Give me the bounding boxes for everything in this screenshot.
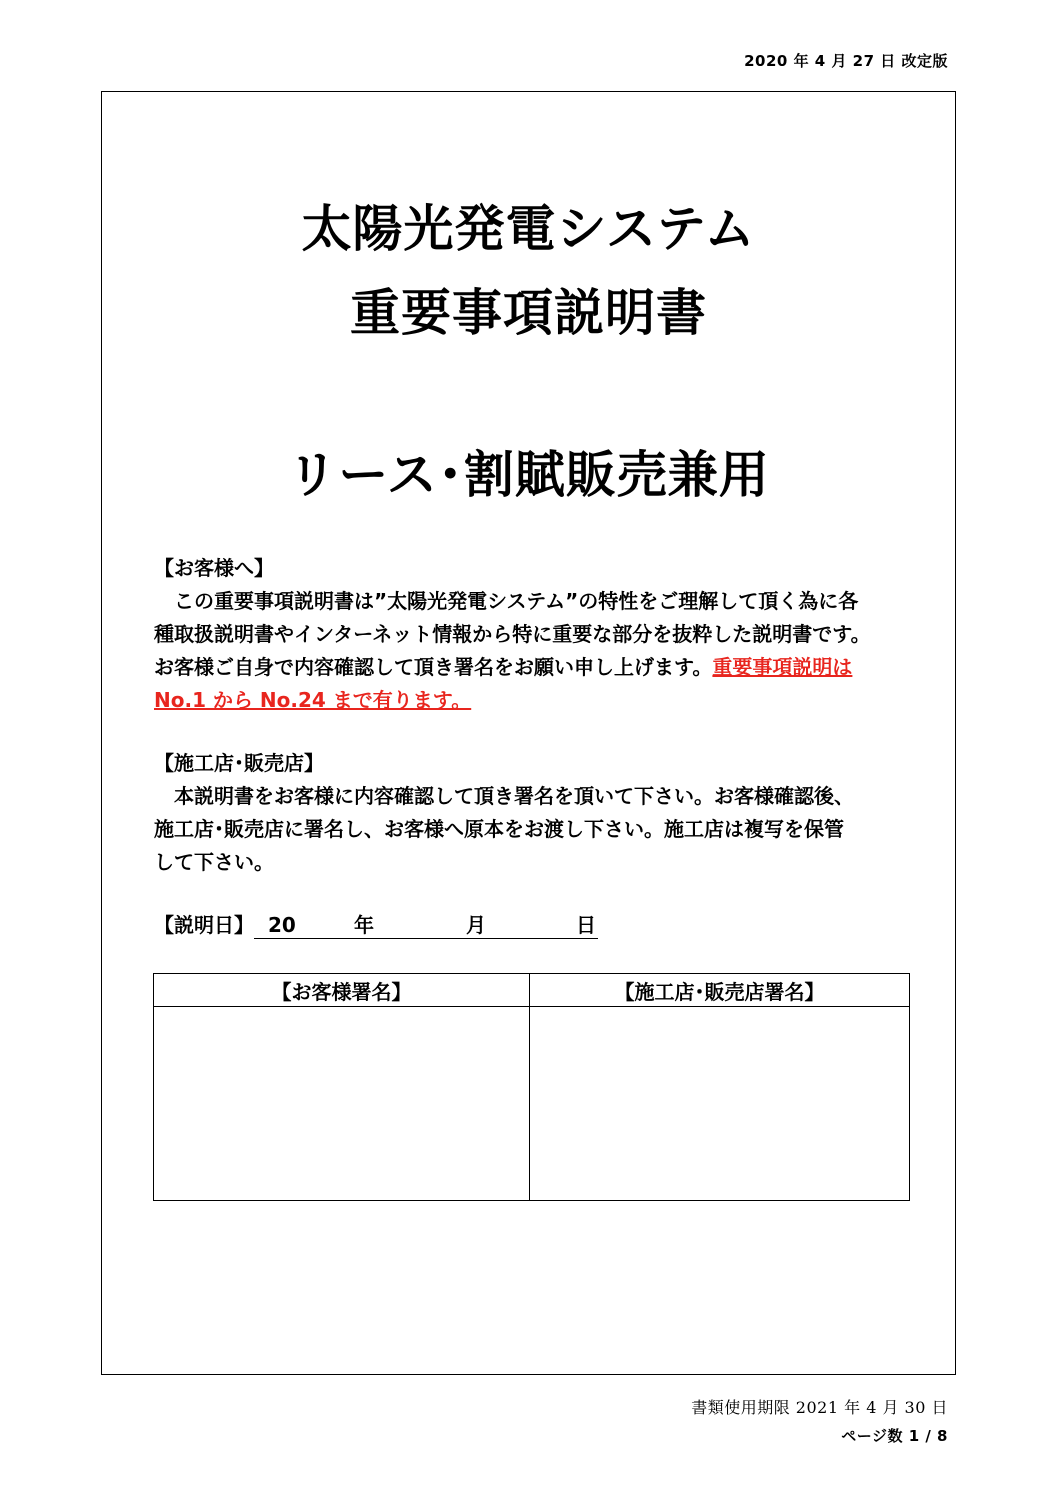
customer-body-line3-text: お客様ご自身で内容確認して頂き署名をお願い申し上げます。 bbox=[154, 655, 713, 679]
customer-body-line4 bbox=[154, 684, 944, 717]
customer-section bbox=[154, 552, 944, 717]
red-note-part1: 重要事項説明は bbox=[712, 655, 853, 679]
installer-signature-box[interactable] bbox=[530, 1007, 910, 1201]
customer-body-line3 bbox=[154, 651, 944, 684]
explanation-date-label: 【説明日】 bbox=[154, 913, 254, 937]
installer-body-line3: して下さい。 bbox=[154, 850, 274, 874]
title-sales-type: リース･割賦販売兼用 bbox=[287, 446, 770, 504]
title-system: 太陽光発電システム bbox=[301, 200, 756, 258]
expiry-date: 書類使用期限 2021 年 4 月 30 日 bbox=[691, 1398, 948, 1417]
date-year-unit: 年 bbox=[354, 913, 374, 937]
customer-body-line1: この重要事項説明書は”太陽光発電システム”の特性をご理解して頂く為に各 bbox=[174, 589, 859, 613]
installer-signature-header: 【施工店･販売店署名】 bbox=[530, 974, 910, 1007]
title-document: 重要事項説明書 bbox=[350, 284, 707, 342]
explanation-date bbox=[154, 909, 598, 942]
explanation-date-field[interactable] bbox=[254, 912, 598, 939]
customer-signature-header: 【お客様署名】 bbox=[154, 974, 530, 1007]
revision-date: 2020 年 4 月 27 日 改定版 bbox=[744, 52, 948, 70]
installer-heading: 【施工店･販売店】 bbox=[154, 751, 324, 775]
signature-table bbox=[153, 973, 910, 1201]
customer-heading: 【お客様へ】 bbox=[154, 556, 274, 580]
page-number: ページ数 1 / 8 bbox=[841, 1427, 948, 1445]
date-century: 20 bbox=[268, 913, 296, 937]
document-frame bbox=[101, 91, 956, 1375]
customer-signature-box[interactable] bbox=[154, 1007, 530, 1201]
red-note-part2: No.1 から No.24 まで有ります。 bbox=[154, 688, 472, 712]
date-day-unit: 日 bbox=[576, 913, 596, 937]
installer-body-line2: 施工店･販売店に署名し、お客様へ原本をお渡し下さい。施工店は複写を保管 bbox=[154, 817, 844, 841]
customer-body-line2: 種取扱説明書やインターネット情報から特に重要な部分を抜粋した説明書です。 bbox=[154, 622, 871, 646]
installer-section bbox=[154, 747, 944, 879]
date-month-unit: 月 bbox=[466, 913, 486, 937]
installer-body-line1: 本説明書をお客様に内容確認して頂き署名を頂いて下さい。お客様確認後、 bbox=[174, 784, 854, 808]
